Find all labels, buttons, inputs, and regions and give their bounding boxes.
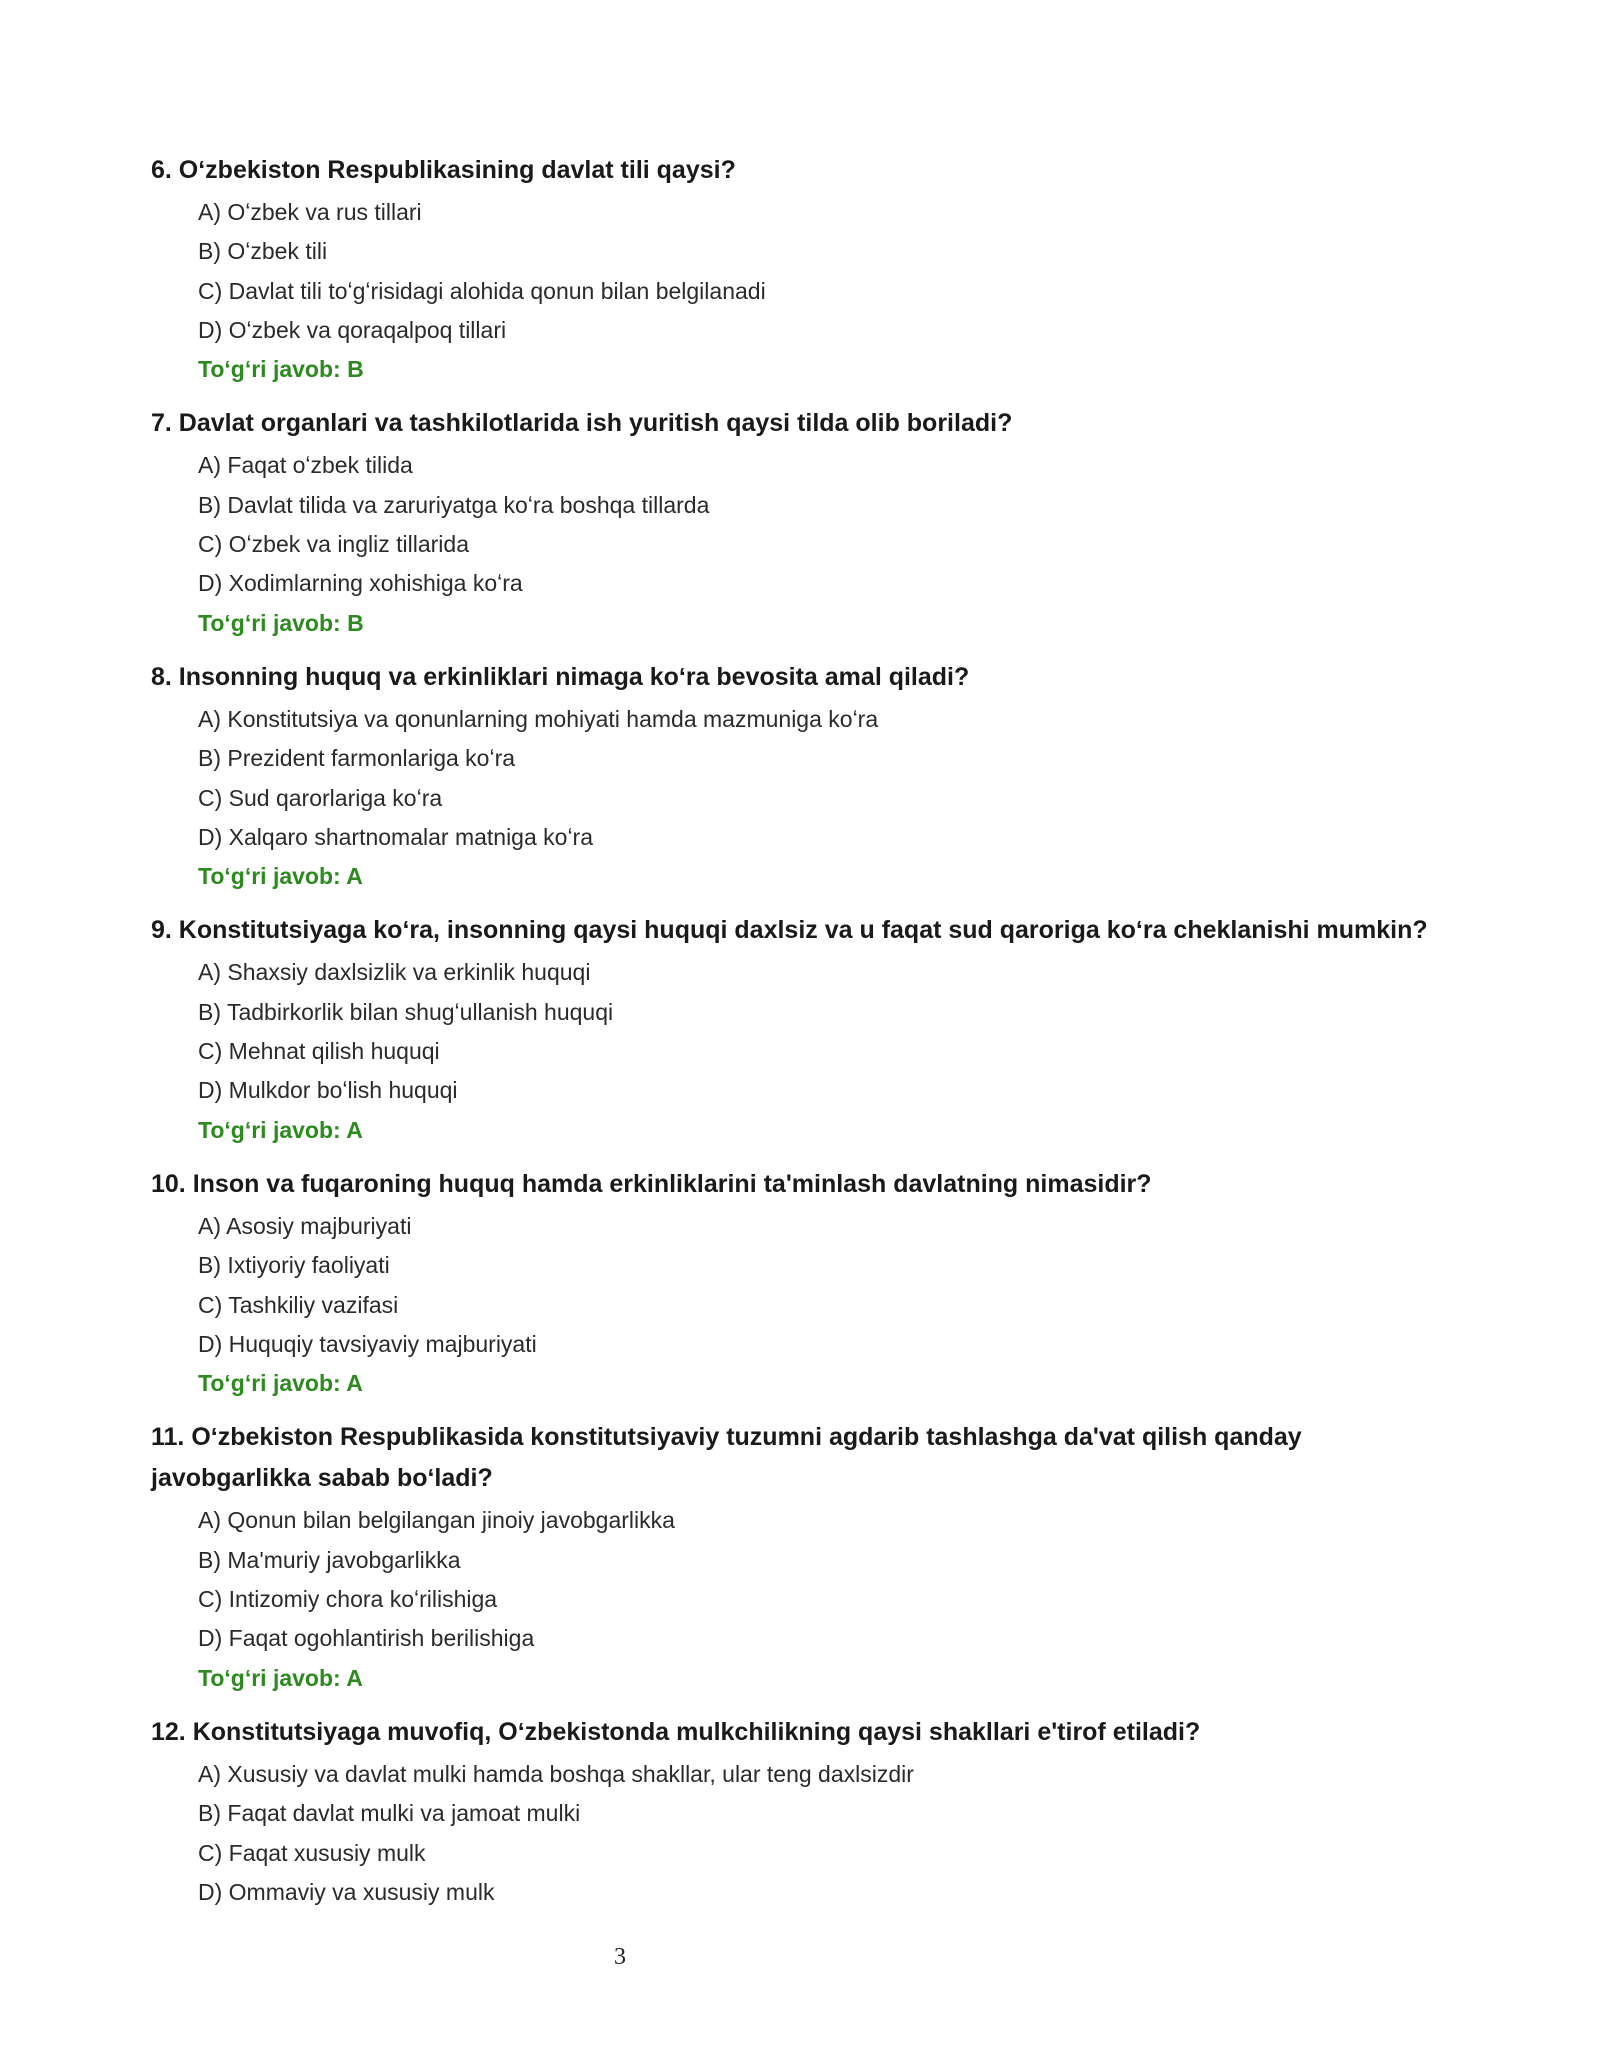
question-6 xyxy=(151,150,1481,389)
option-c: C) Sud qarorlariga koʻra xyxy=(198,784,443,811)
question-title: 7. Davlat organlari va tashkilotlarida ish yuritish qaysi tilda olib boriladi? xyxy=(151,409,1013,438)
option-b: B) Tadbirkorlik bilan shugʻullanish huquqi xyxy=(198,998,614,1025)
option-c: C) Tashkiliy vazifasi xyxy=(198,1291,399,1318)
option-list xyxy=(151,446,1481,603)
option-d: D) Xodimlarning xohishiga koʻra xyxy=(198,570,523,597)
option-list xyxy=(151,1501,1481,1658)
option-d: D) Faqat ogohlantirish berilishiga xyxy=(198,1625,535,1652)
option-b: B) Ma'muriy javobgarlikka xyxy=(198,1546,461,1573)
option-list xyxy=(151,700,1481,857)
question-title: 9. Konstitutsiyaga koʻra, insonning qaysi huquqi daxlsiz va u faqat sud qaroriga koʻra cheklanishi mumkin? xyxy=(151,916,1428,945)
question-title: 6. Oʻzbekiston Respublikasining davlat tili qaysi? xyxy=(151,156,736,184)
option-a: A) Faqat oʻzbek tilida xyxy=(198,452,413,479)
option-c: C) Faqat xususiy mulk xyxy=(198,1839,426,1866)
question-list xyxy=(151,150,1481,1926)
option-c: C) Oʻzbek va ingliz tillarida xyxy=(198,531,469,558)
question-9 xyxy=(151,910,1481,1149)
question-title: 8. Insonning huquq va erkinliklari nimaga koʻra bevosita amal qiladi? xyxy=(151,662,970,691)
option-b: B) Prezident farmonlariga koʻra xyxy=(198,745,516,772)
option-a: A) Xususiy va davlat mulki hamda boshqa shakllar, ular teng daxlsizdir xyxy=(198,1760,914,1787)
option-a: A) Oʻzbek va rus tillari xyxy=(198,199,422,225)
question-8 xyxy=(151,657,1481,896)
option-a: A) Shaxsiy daxlsizlik va erkinlik huquqi xyxy=(198,959,591,986)
correct-answer: Toʻgʻri javob: B xyxy=(198,609,364,636)
option-d: D) Oʻzbek va qoraqalpoq tillari xyxy=(198,316,507,343)
question-11 xyxy=(151,1417,1481,1697)
option-list xyxy=(151,953,1481,1110)
option-d: D) Huquqiy tavsiyaviy majburiyati xyxy=(198,1330,537,1357)
correct-answer: Toʻgʻri javob: A xyxy=(198,1664,363,1691)
option-b: B) Oʻzbek tili xyxy=(198,238,328,265)
correct-answer: Toʻgʻri javob: A xyxy=(198,1370,363,1397)
option-c: C) Davlat tili toʻgʻrisidagi alohida qonun bilan belgilanadi xyxy=(198,277,766,304)
correct-answer: Toʻgʻri javob: B xyxy=(198,356,364,383)
correct-answer: Toʻgʻri javob: A xyxy=(198,1116,363,1143)
option-c: C) Mehnat qilish huquqi xyxy=(198,1038,440,1065)
option-b: B) Davlat tilida va zaruriyatga koʻra boshqa tillarda xyxy=(198,491,710,518)
option-a: A) Qonun bilan belgilangan jinoiy javobgarlikka xyxy=(198,1507,675,1534)
question-7 xyxy=(151,403,1481,642)
question-10 xyxy=(151,1164,1481,1403)
page-number: 3 xyxy=(614,1944,626,1970)
option-list xyxy=(151,1207,1481,1364)
question-title: 11. Oʻzbekiston Respublikasida konstitutsiyaviy tuzumni agdarib tashlashga da'vat qilish qanday javobgarlikka sabab boʻladi? xyxy=(151,1423,1302,1493)
option-a: A) Asosiy majburiyati xyxy=(198,1212,412,1239)
option-d: D) Ommaviy va xususiy mulk xyxy=(198,1878,495,1905)
correct-answer: Toʻgʻri javob: A xyxy=(198,863,363,890)
option-c: C) Intizomiy chora koʻrilishiga xyxy=(198,1586,498,1613)
option-b: B) Faqat davlat mulki va jamoat mulki xyxy=(198,1800,581,1827)
question-title: 10. Inson va fuqaroning huquq hamda erkinliklarini ta'minlash davlatning nimasidir? xyxy=(151,1169,1152,1198)
option-a: A) Konstitutsiya va qonunlarning mohiyati hamda mazmuniga koʻra xyxy=(198,705,879,732)
option-d: D) Xalqaro shartnomalar matniga koʻra xyxy=(198,823,594,850)
option-list xyxy=(151,1755,1481,1912)
option-list xyxy=(151,193,1481,350)
option-b: B) Ixtiyoriy faoliyati xyxy=(198,1252,390,1279)
question-12 xyxy=(151,1712,1481,1912)
option-d: D) Mulkdor boʻlish huquqi xyxy=(198,1077,458,1104)
question-title: 12. Konstitutsiyaga muvofiq, Oʻzbekistonda mulkchilikning qaysi shakllari e'tirof etiladi? xyxy=(151,1717,1201,1746)
